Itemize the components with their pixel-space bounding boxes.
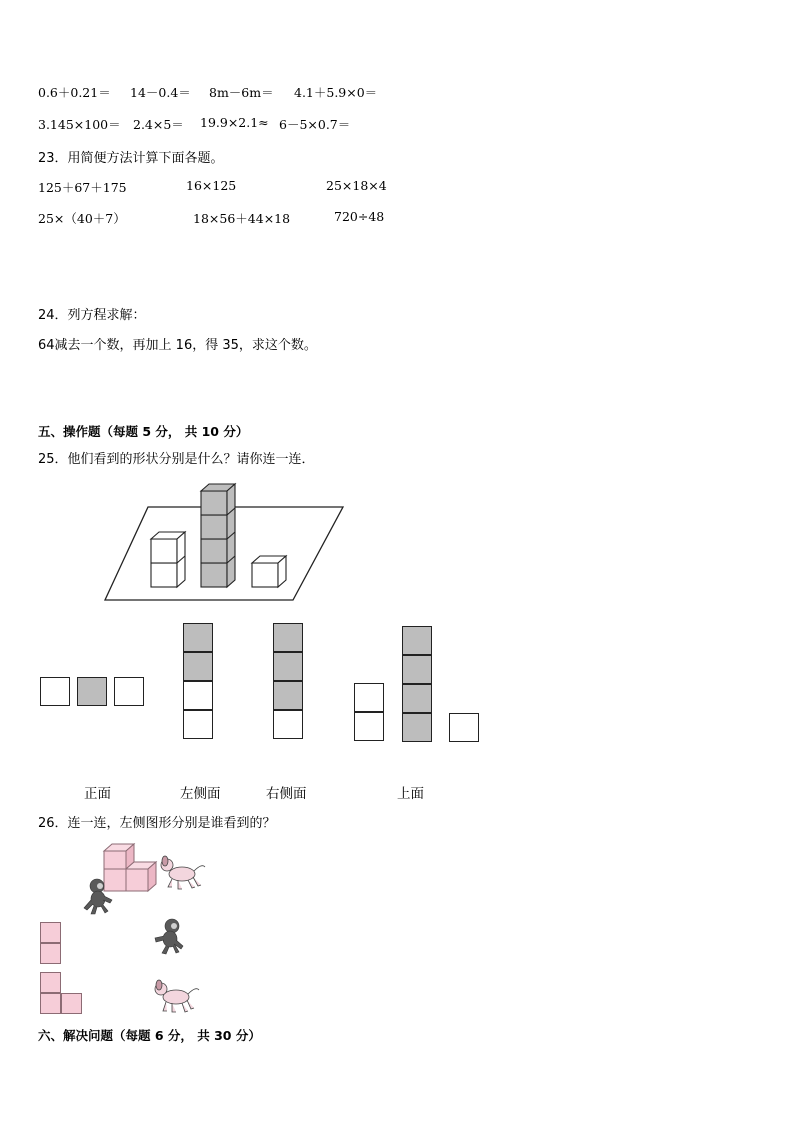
oral-calc-item: 0.6＋0.21＝ — [38, 85, 111, 100]
oral-calc-item: 2.4×5＝ — [133, 117, 184, 132]
q23-expression: 720÷48 — [334, 209, 385, 224]
q25-3d-figure — [100, 478, 360, 608]
q23-expression: 16×125 — [186, 178, 237, 193]
view-label-left[interactable]: 左侧面 — [180, 786, 221, 802]
oral-calc-item: 19.9×2.1≈ — [200, 115, 269, 130]
oral-calc-item: 8m－6m＝ — [209, 85, 274, 100]
section-6-heading: 六、解决问题（每题 6 分， 共 30 分） — [38, 1028, 261, 1043]
question-24-text: 64减去一个数，再加上 16，得 35，求这个数。 — [38, 338, 317, 353]
monkey-icon — [80, 878, 116, 916]
q23-expression: 25×（40＋7） — [38, 211, 126, 226]
oral-calc-item: 3.145×100＝ — [38, 117, 121, 132]
view-label-front[interactable]: 正面 — [84, 786, 111, 802]
dog-icon[interactable] — [152, 976, 202, 1016]
oral-calc-item: 14－0.4＝ — [130, 85, 191, 100]
question-23-title: 23．用简便方法计算下面各题。 — [38, 151, 224, 166]
dog-icon — [158, 853, 208, 893]
section-5-heading: 五、操作题（每题 5 分， 共 10 分） — [38, 424, 249, 439]
q23-expression: 25×18×4 — [326, 178, 387, 193]
q23-expression: 18×56＋44×18 — [193, 211, 291, 226]
view-label-top[interactable]: 上面 — [397, 786, 424, 802]
question-26-title: 26．连一连，左侧图形分别是谁看到的？ — [38, 816, 276, 831]
question-24-title: 24．列方程求解： — [38, 308, 146, 323]
view-label-right[interactable]: 右侧面 — [266, 786, 307, 802]
question-25-title: 25．他们看到的形状分别是什么？请你连一连． — [38, 452, 315, 467]
oral-calc-item: 6－5×0.7＝ — [279, 117, 351, 132]
q23-expression: 125＋67＋175 — [38, 180, 127, 195]
oral-calc-item: 4.1＋5.9×0＝ — [294, 85, 378, 100]
monkey-icon[interactable] — [152, 918, 188, 956]
